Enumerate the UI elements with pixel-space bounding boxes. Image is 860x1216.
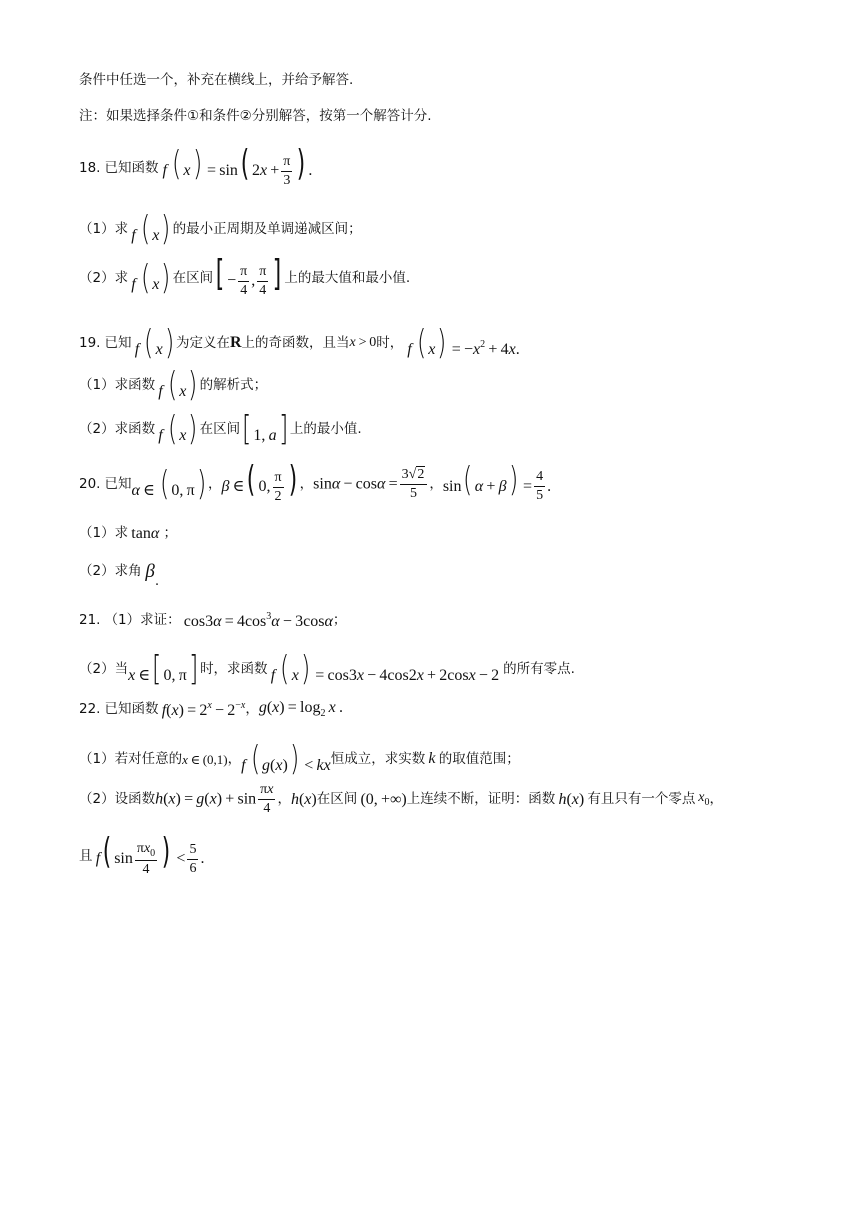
q22-domain: (0, +∞) bbox=[357, 790, 407, 808]
q19-stem-mid2: 上的奇函数，且当 bbox=[241, 334, 350, 351]
q22-gx: $g(x) = \log_2 x$ . bbox=[258, 699, 343, 719]
q18-formula: f ( x) = sin( 2x + $\frac{\pi}{3}$ ) . bbox=[162, 143, 313, 188]
q20-alpha-range: α ∈ ( 0, π) bbox=[131, 464, 206, 505]
q20-part2-pre: （2）求角 bbox=[79, 562, 142, 579]
intro-text-2: 注：如果选择条件①和条件②分别解答，按第一个解答计分. bbox=[79, 108, 432, 124]
q19-part1-fx: f ( x) bbox=[158, 365, 198, 405]
q18-part2-pre: （2）求 bbox=[79, 269, 129, 286]
q21-function: f ( x) = cos3x − 4cos2x + 2cosx − 2 bbox=[270, 649, 504, 689]
q22-x0: $x_0$ bbox=[698, 790, 710, 809]
q19-interval: [ 1, a] bbox=[242, 409, 288, 449]
q22-part1: （1）若对任意的 x ∈ (0,1) ， f ( g(x)) < kx 恒成立，求实数 k 的取值范围； bbox=[79, 739, 520, 779]
q22-hx: h(x) = g(x) + sin $\frac{\pi x}{4}$ bbox=[155, 782, 274, 817]
intro-line-2 bbox=[79, 110, 432, 124]
q22-part1-post: 的取值范围； bbox=[438, 750, 520, 767]
q19-fx: f ( x) bbox=[134, 323, 174, 363]
q19-number: 19. bbox=[79, 334, 101, 351]
q22-hx-2: h(x) bbox=[290, 790, 317, 808]
q19-set-R: R bbox=[229, 334, 242, 352]
q19-part2 bbox=[79, 409, 362, 449]
q22-number: 22. bbox=[79, 700, 101, 717]
q18-part2-post: 上的最大值和最小值. bbox=[284, 269, 411, 286]
intro-text-1: 条件中任选一个，补充在横线上，并给予解答. bbox=[79, 72, 354, 88]
q22-x-range: x ∈ (0,1) bbox=[182, 751, 228, 767]
intro-line-1 bbox=[79, 74, 353, 88]
q19-formula: f ( $x) = -x^2 + 4x$. bbox=[407, 323, 520, 363]
q22-part2-mid2: 上连续不断，证明：函数 bbox=[406, 790, 556, 807]
q21-identity: $\cos 3\alpha = 4\cos^3\alpha - 3\cos\alpha$ bbox=[180, 611, 333, 630]
q21-part1: 21. （1）求证： $\cos 3\alpha = 4\cos^3\alpha - 3\cos\alpha$ ； bbox=[79, 611, 347, 630]
q22-part1-mid: 恒成立，求实数 bbox=[330, 750, 426, 767]
q22-part2-cont bbox=[79, 831, 205, 878]
q21-part2-pre: （2）当 bbox=[79, 660, 129, 677]
q22-k: k bbox=[428, 750, 436, 768]
q22-part2: （2）设函数 h(x) = g(x) + sin $\frac{\pi x}{4}$ ， h(x) 在区间 (0, +∞) 上连续不断，证明：函数 h(x) 有且只有一个零点 $x_0$ ， bbox=[79, 782, 723, 817]
q20-beta-range: β ∈( 0, $\frac{\pi}{2}$ ) bbox=[221, 459, 297, 504]
q22-part2-mid1: 在区间 bbox=[316, 790, 358, 807]
q19-part1 bbox=[79, 365, 268, 405]
q20-part1: （1）求 tanα ； bbox=[79, 525, 178, 542]
q18-interval: [ − $\frac{\pi}{4}$ , $\frac{\pi}{4}$ ] bbox=[215, 253, 282, 298]
q22-inequality: f ( g(x)) < kx bbox=[241, 739, 331, 779]
q21-number: 21. bbox=[79, 612, 101, 629]
q22-stem-pre: 已知函数 bbox=[104, 700, 159, 717]
q19-part1-post: 的解析式； bbox=[199, 376, 268, 393]
q18-part1 bbox=[79, 209, 362, 249]
q19-part2-post: 上的最小值. bbox=[289, 420, 362, 437]
q20-stem-pre: 已知 bbox=[104, 475, 132, 492]
q19-part2-mid: 在区间 bbox=[199, 420, 241, 437]
q19-stem-pre: 已知 bbox=[104, 334, 132, 351]
q19-part1-pre: （1）求函数 bbox=[79, 376, 156, 393]
q21-part2-post: 的所有零点. bbox=[503, 660, 575, 677]
q19-part2-fx: f ( x) bbox=[158, 409, 198, 449]
q18-part2-mid: 在区间 bbox=[172, 269, 214, 286]
q20-sin-sum: sin( α + β) = $\frac{4}{5}$ . bbox=[442, 459, 552, 504]
q22-final-inequality: f( sin $\frac{\pi x_0}{4}$ ) < $\frac{5}{6}$ . bbox=[95, 831, 205, 878]
q20-number: 20. bbox=[79, 475, 101, 492]
q19-condition: x > 0 bbox=[349, 335, 377, 351]
q18-part1-pre: （1）求 bbox=[79, 220, 129, 237]
q20-part1-pre: （1）求 bbox=[79, 525, 129, 542]
q19-stem-mid1: 为定义在 bbox=[175, 334, 230, 351]
q20-sin-minus-cos: sinα − cosα = $\frac{3√2}{5}$ bbox=[313, 467, 429, 502]
q20-part2: （2）求角 β . bbox=[79, 561, 160, 589]
q20-beta: β bbox=[145, 561, 155, 582]
q18-stem bbox=[79, 143, 313, 189]
q21-range: x ∈[ 0, π] bbox=[128, 649, 199, 689]
q18-part2 bbox=[79, 253, 411, 299]
q18-part1-post: 的最小正周期及单调递减区间； bbox=[172, 220, 362, 237]
q19-stem bbox=[79, 323, 520, 363]
q19-stem-mid3: 时， bbox=[376, 334, 404, 351]
q18-stem-text: 已知函数 bbox=[104, 159, 159, 176]
q22-part2-pre: （2）设函数 bbox=[79, 790, 156, 807]
q21-part1-pre: （1）求证： bbox=[104, 612, 181, 629]
q22-part2-mid3: 有且只有一个零点 bbox=[587, 790, 696, 807]
q22-part1-pre: （1）若对任意的 bbox=[79, 750, 183, 767]
q18-number: 18. bbox=[79, 159, 101, 176]
q21-part2 bbox=[79, 649, 575, 689]
q22-stem: 22. 已知函数 $f(x) = 2^x - 2^{-x}$ ， $g(x) = \log_2 x$ . bbox=[79, 699, 343, 719]
q19-part2-pre: （2）求函数 bbox=[79, 420, 156, 437]
q22-hx-3: h(x) bbox=[558, 790, 588, 808]
q20-tan: tanα bbox=[128, 525, 160, 542]
q21-part2-mid: 时，求函数 bbox=[200, 660, 268, 677]
q18-part2-fx: f ( x) bbox=[131, 258, 171, 299]
q20-stem: 20. 已知 α ∈ ( 0, π) ， β ∈( 0, $\frac{\pi}{2}$ ) ， sinα − cosα = $\frac{3√2}{5}$ ， sin( α + β) = $\frac{4}{5}$ . bbox=[79, 459, 552, 505]
q18-part1-fx: f ( x) bbox=[131, 209, 171, 249]
q22-fx: $f(x) = 2^x - 2^{-x}$ bbox=[161, 699, 246, 719]
q22-part2-end: 且 bbox=[79, 848, 93, 865]
